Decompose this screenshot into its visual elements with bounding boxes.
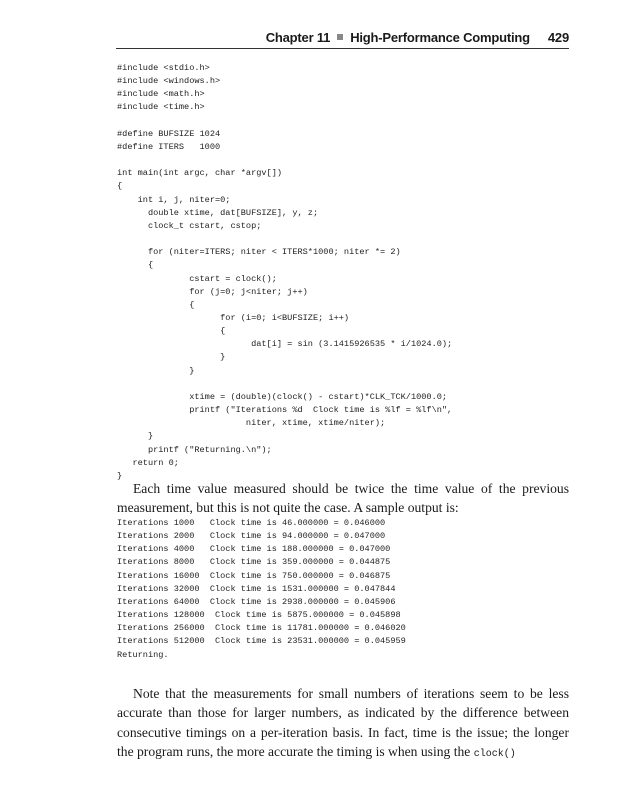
output-line: Iterations 512000 Clock time is 23531.000000 = 0.045959 (117, 636, 406, 647)
code-line (117, 154, 452, 167)
output-line: Iterations 4000 Clock time is 188.000000 = 0.047000 (117, 544, 391, 555)
chapter-title: High-Performance Computing (350, 30, 530, 45)
paragraph-text: Note that the measurements for small numbers of iterations seem to be less accurate than those for larger numbers, as indicated by the difference between consecutive timings on a per-iteration basis. In fact, time is the issue; the longer the program runs, the more accurate the timing is when using the (117, 686, 569, 759)
inline-code-clock: clock() (473, 748, 516, 760)
header-separator-icon (337, 34, 343, 40)
code-line: clock_t cstart, cstop; (117, 220, 262, 231)
paragraph-accuracy-note (117, 684, 569, 764)
output-line: Iterations 1000 Clock time is 46.000000 = 0.046000 (117, 518, 386, 528)
code-line: { (117, 326, 226, 337)
code-line (117, 115, 452, 128)
code-line (117, 378, 452, 391)
code-line: niter, xtime, xtime/niter); (117, 418, 386, 429)
code-line: #include <windows.h> (117, 76, 221, 87)
code-line (117, 233, 452, 246)
code-line: for (i=0; i<BUFSIZE; i++) (117, 312, 350, 323)
output-line: Iterations 32000 Clock time is 1531.000000 = 0.047844 (117, 583, 396, 594)
code-line: for (j=0; j<niter; j++) (117, 286, 308, 297)
code-line: for (niter=ITERS; niter < ITERS*1000; niter *= 2) (117, 247, 401, 258)
sample-output-listing (117, 517, 406, 662)
output-line: Iterations 16000 Clock time is 750.000000 = 0.046875 (117, 570, 391, 581)
code-line: { (117, 181, 123, 192)
code-line: } (117, 431, 154, 442)
code-line: #define ITERS 1000 (117, 141, 221, 152)
code-line: #include <stdio.h> (117, 63, 210, 73)
code-line: #define BUFSIZE 1024 (117, 128, 221, 139)
code-line: printf ("Iterations %d Clock time is %lf = %lf\n", (117, 405, 453, 416)
code-listing (117, 62, 452, 483)
code-line: dat[i] = sin (3.1415926535 * i/1024.0); (117, 339, 453, 350)
running-header (0, 30, 569, 45)
output-line: Iterations 64000 Clock time is 2938.000000 = 0.045906 (117, 596, 396, 607)
output-line: Iterations 8000 Clock time is 359.000000 = 0.044875 (117, 557, 391, 568)
code-line: } (117, 365, 195, 376)
page-number: 429 (547, 30, 569, 45)
code-line: } (117, 470, 123, 481)
output-line: Iterations 128000 Clock time is 5875.000000 = 0.045898 (117, 610, 401, 621)
code-line: cstart = clock(); (117, 273, 277, 284)
output-line: Iterations 256000 Clock time is 11781.000000 = 0.046020 (117, 623, 406, 634)
code-line: int i, j, niter=0; (117, 194, 231, 205)
chapter-label: Chapter 11 (265, 30, 331, 45)
code-line: #include <math.h> (117, 89, 205, 100)
code-line: return 0; (117, 457, 179, 468)
code-line: int main(int argc, char *argv[]) (117, 168, 283, 179)
output-line: Iterations 2000 Clock time is 94.000000 = 0.047000 (117, 531, 386, 542)
code-line: double xtime, dat[BUFSIZE], y, z; (117, 207, 319, 218)
code-line: } (117, 352, 226, 363)
code-line: { (117, 260, 154, 271)
code-line: #include <time.h> (117, 102, 205, 113)
output-line: Returning. (117, 649, 169, 660)
code-line: xtime = (double)(clock() - cstart)*CLK_TCK/1000.0; (117, 391, 448, 402)
header-rule (116, 48, 569, 49)
code-line: { (117, 299, 195, 310)
paragraph-sample-output: Each time value measured should be twice the time value of the previous measurement, but this is not quite the case. A sample output is: (117, 481, 569, 516)
code-line: printf ("Returning.\n"); (117, 444, 272, 455)
